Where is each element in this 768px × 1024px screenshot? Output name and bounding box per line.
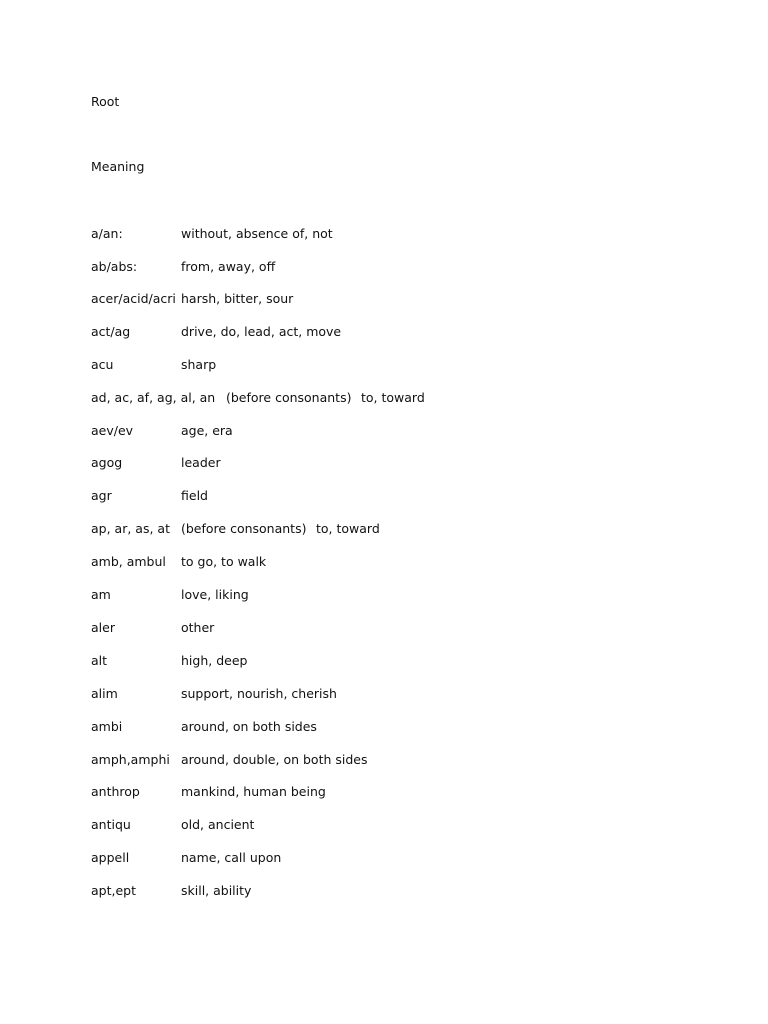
entry-root: alt (91, 653, 108, 668)
entry-row (91, 850, 691, 866)
entry-root: appell (91, 850, 130, 865)
entry-note: (before consonants) (226, 390, 352, 405)
entry-row (91, 554, 691, 570)
entry-meaning: name, call upon (181, 850, 282, 865)
entry-root: agr (91, 488, 112, 503)
entry-root: am (91, 587, 111, 602)
entry-row (91, 784, 691, 800)
entry-root: agog (91, 455, 123, 470)
entry-row (91, 324, 691, 340)
entry-meaning: to, toward (316, 521, 380, 536)
entry-root: ap, ar, as, at (91, 521, 170, 536)
entry-root: ad, ac, af, ag, al, an (91, 390, 216, 405)
entry-meaning: old, ancient (181, 817, 255, 832)
entry-meaning: to go, to walk (181, 554, 267, 569)
entry-row (91, 883, 691, 899)
entry-row (91, 259, 691, 275)
entry-meaning: without, absence of, not (181, 226, 333, 241)
entry-root: anthrop (91, 784, 140, 799)
entry-row (91, 423, 691, 439)
entry-row (91, 390, 691, 406)
entry-root: act/ag (91, 324, 131, 339)
entry-root: amph,amphi (91, 752, 170, 767)
entry-meaning: skill, ability (181, 883, 252, 898)
entry-meaning: drive, do, lead, act, move (181, 324, 342, 339)
entry-meaning: harsh, bitter, sour (181, 291, 294, 306)
entry-row (91, 357, 691, 373)
entry-meaning: around, double, on both sides (181, 752, 368, 767)
entry-meaning: leader (181, 455, 221, 470)
entry-root: aev/ev (91, 423, 134, 438)
entry-meaning: support, nourish, cherish (181, 686, 337, 701)
entry-row (91, 587, 691, 603)
entry-row (91, 620, 691, 636)
entry-row (91, 653, 691, 669)
entry-root: ab/abs: (91, 259, 138, 274)
entry-root: acu (91, 357, 114, 372)
entry-root: apt,ept (91, 883, 136, 898)
entry-meaning: other (181, 620, 215, 635)
heading-root: Root (91, 94, 120, 109)
entry-row (91, 226, 691, 242)
entry-meaning: around, on both sides (181, 719, 317, 734)
entry-meaning: from, away, off (181, 259, 276, 274)
entry-meaning: high, deep (181, 653, 248, 668)
entry-meaning: field (181, 488, 208, 503)
entry-row (91, 752, 691, 768)
entry-row (91, 291, 691, 307)
entry-row (91, 817, 691, 833)
entry-row (91, 686, 691, 702)
entry-meaning: mankind, human being (181, 784, 326, 799)
entry-row (91, 455, 691, 471)
entry-root: antiqu (91, 817, 131, 832)
entry-row (91, 521, 691, 537)
entry-note: (before consonants) (181, 521, 307, 536)
entry-root: a/an: (91, 226, 123, 241)
entry-row (91, 719, 691, 735)
entry-root: ambi (91, 719, 123, 734)
entry-root: amb, ambul (91, 554, 166, 569)
entry-meaning: love, liking (181, 587, 249, 602)
entry-root: aler (91, 620, 115, 635)
entry-row (91, 488, 691, 504)
entry-meaning: to, toward (361, 390, 425, 405)
entry-meaning: age, era (181, 423, 233, 438)
entry-meaning: sharp (181, 357, 217, 372)
entry-root: alim (91, 686, 118, 701)
heading-meaning: Meaning (91, 159, 145, 174)
entry-root: acer/acid/acri (91, 291, 176, 306)
